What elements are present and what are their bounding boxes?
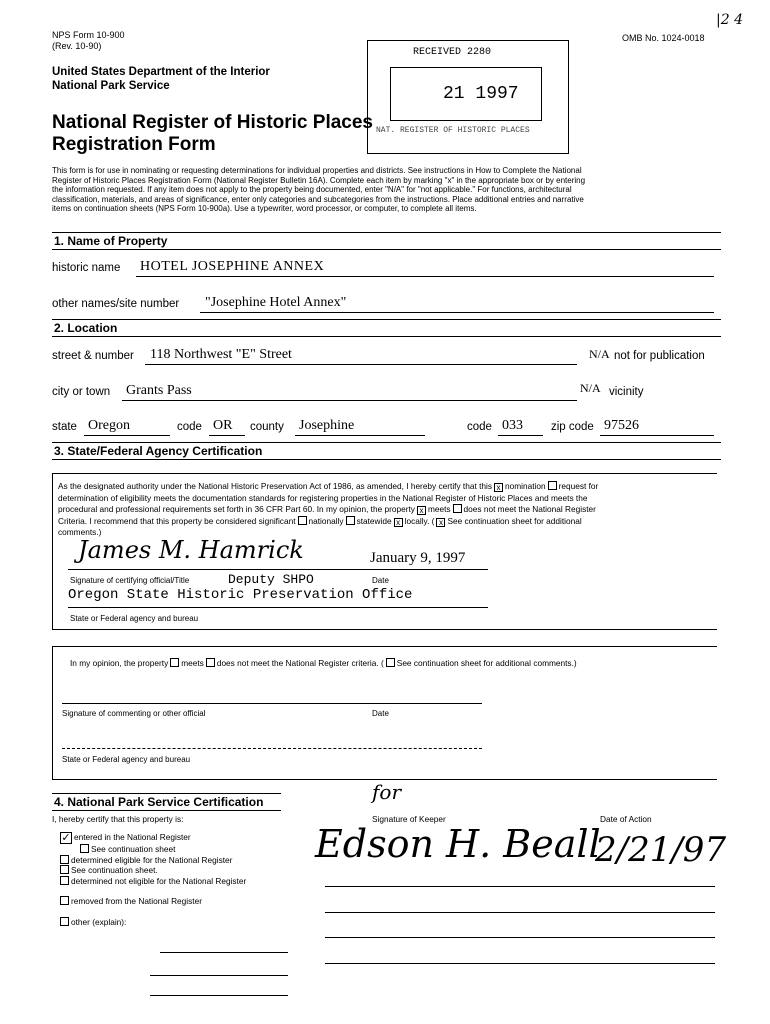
eligible-checkbox[interactable] bbox=[60, 855, 69, 864]
option-entered-continuation: See continuation sheet bbox=[58, 844, 308, 855]
certifying-date: January 9, 1997 bbox=[370, 550, 466, 566]
locally-checkbox[interactable]: x bbox=[394, 518, 403, 527]
agency-value: Oregon State Historic Preservation Office bbox=[68, 587, 413, 603]
cert-line: As the designated authority under the National Historic Preservation Act of 1986, as amended, I hereby certify that this x nomination request for bbox=[58, 481, 599, 492]
received-stamp bbox=[367, 40, 569, 154]
state-code-label: code bbox=[177, 421, 202, 433]
agency-label: State or Federal agency and bureau bbox=[70, 614, 199, 623]
state-label: state bbox=[52, 421, 77, 433]
entered-checkbox[interactable]: ✓ bbox=[61, 832, 71, 844]
keeper-line-4 bbox=[325, 963, 715, 964]
option-entered: ✓ entered in the National Register bbox=[61, 832, 191, 844]
zip-label: zip code bbox=[551, 421, 594, 433]
omb-number: OMB No. 1024-0018 bbox=[622, 33, 705, 43]
section-3-heading: 3. State/Federal Agency Certification bbox=[52, 442, 721, 460]
county-code-underline bbox=[498, 435, 543, 436]
keeper-signature-label: Signature of Keeper bbox=[372, 814, 446, 824]
other-checkbox[interactable] bbox=[60, 917, 69, 926]
section-1-heading: 1. Name of Property bbox=[52, 232, 721, 250]
county-code-value[interactable]: 033 bbox=[502, 418, 523, 433]
nps-options-list bbox=[58, 832, 308, 927]
form-number: NPS Form 10-900 bbox=[52, 30, 125, 40]
keeper-initials: for bbox=[372, 780, 402, 804]
cert-line: determination of eligibility meets the documentation standards for registering properties in the National Register of Historic Places and meets the bbox=[58, 492, 588, 503]
nationally-checkbox[interactable] bbox=[298, 516, 307, 525]
comment-date-label: Date bbox=[372, 709, 389, 718]
instructions-line: Register of Historic Places Registration Form (National Register Bulletin 16A). Complete each item by marking "x" in the appropriate box or by entering bbox=[52, 175, 586, 185]
option-other: other (explain): bbox=[58, 917, 308, 928]
instructions-line: the information requested. If any item does not apply to the property being documented, enter "N/A" for "not applicable." For functions, architectural bbox=[52, 185, 572, 194]
action-date: 2/21/97 bbox=[595, 830, 727, 870]
city-value[interactable]: Grants Pass bbox=[126, 383, 192, 398]
comment-signature-line bbox=[62, 703, 482, 704]
cert-line: procedural and professional requirements set forth in 36 CFR Part 60. In my opinion, the property x meets does not meet the National Register bbox=[58, 504, 596, 515]
stamp-date: 21 1997 bbox=[443, 84, 519, 104]
state-underline bbox=[84, 435, 170, 436]
county-label: county bbox=[250, 421, 284, 433]
date-of-action-label: Date of Action bbox=[600, 814, 652, 824]
vicinity-na[interactable]: N/A bbox=[580, 381, 601, 395]
stamp-bottom-text: NAT. REGISTER OF HISTORIC PLACES bbox=[376, 126, 530, 135]
state-value[interactable]: Oregon bbox=[88, 418, 130, 433]
service-name: National Park Service bbox=[52, 80, 170, 92]
other-explain-line bbox=[160, 952, 288, 953]
other-names-label: other names/site number bbox=[52, 298, 180, 310]
zip-value[interactable]: 97526 bbox=[604, 418, 639, 433]
cert-line: comments.) bbox=[58, 527, 102, 537]
statewide-checkbox[interactable] bbox=[346, 516, 355, 525]
certifying-signature-line bbox=[68, 569, 488, 570]
county-code-label: code bbox=[467, 421, 492, 433]
keeper-signature: Edson H. Beall bbox=[315, 822, 601, 866]
street-label: street & number bbox=[52, 350, 134, 362]
state-code-value[interactable]: OR bbox=[213, 418, 233, 433]
other-explain-line-3 bbox=[150, 995, 288, 996]
keeper-line-2 bbox=[325, 912, 715, 913]
state-certification-text bbox=[58, 481, 708, 539]
historic-name-value[interactable]: HOTEL JOSEPHINE ANNEX bbox=[140, 259, 325, 274]
form-subtitle: Registration Form bbox=[52, 134, 216, 155]
not-for-publication-na[interactable]: N/A bbox=[589, 347, 610, 361]
signature-title-label: Signature of certifying official/Title bbox=[70, 576, 190, 585]
not-eligible-checkbox[interactable] bbox=[60, 876, 69, 885]
option-eligible: determined eligible for the National Register bbox=[58, 855, 308, 866]
opinion-continuation-checkbox[interactable] bbox=[386, 658, 395, 667]
other-names-value[interactable]: "Josephine Hotel Annex" bbox=[205, 295, 347, 310]
option-not-eligible: determined not eligible for the National Register bbox=[58, 876, 308, 887]
corner-handwritten-mark: |2 4 bbox=[716, 12, 743, 28]
instructions-line: items on continuation sheets (NPS Form 10-900a). Use a typewriter, word processor, or computer, to complete all items. bbox=[52, 204, 477, 213]
certifying-signature: James M. Hamrick bbox=[78, 536, 304, 564]
zip-underline bbox=[600, 435, 714, 436]
state-code-underline bbox=[209, 435, 245, 436]
instructions-paragraph bbox=[52, 166, 717, 214]
removed-checkbox[interactable] bbox=[60, 896, 69, 905]
stamp-received-text: RECEIVED 2280 bbox=[413, 47, 492, 58]
eligible-continuation-checkbox[interactable] bbox=[60, 865, 69, 874]
street-underline bbox=[145, 364, 577, 365]
certifying-date-label: Date bbox=[372, 576, 389, 585]
city-underline bbox=[122, 400, 577, 401]
instructions-line: classification, materials, and areas of significance, enter only categories and subcategories from the instructions. Place additional entries and narrative bbox=[52, 194, 584, 204]
county-underline bbox=[295, 435, 425, 436]
does-not-meet-checkbox[interactable] bbox=[453, 504, 462, 513]
certify-statement: I, hereby certify that this property is: bbox=[52, 814, 184, 824]
comment-signature-label: Signature of commenting or other official bbox=[62, 709, 206, 718]
city-label: city or town bbox=[52, 386, 111, 398]
option-removed: removed from the National Register bbox=[58, 896, 308, 907]
opinion-line: In my opinion, the property meets does not meet the National Register criteria. ( See continuation sheet for additional comments.) bbox=[70, 658, 577, 668]
opinion-does-not-meet-checkbox[interactable] bbox=[206, 658, 215, 667]
stamp-inner-box bbox=[390, 67, 542, 121]
keeper-line-1 bbox=[325, 886, 715, 887]
historic-name-label: historic name bbox=[52, 262, 121, 274]
opinion-meets-checkbox[interactable] bbox=[170, 658, 179, 667]
section-4-heading: 4. National Park Service Certification bbox=[52, 793, 281, 811]
agency-line bbox=[68, 607, 488, 608]
other-explain-line-2 bbox=[150, 975, 288, 976]
comment-agency-line bbox=[62, 748, 482, 749]
county-value[interactable]: Josephine bbox=[299, 418, 355, 433]
instructions-line: This form is for use in nominating or requesting determinations for individual properties and districts. See instructions in How to Complete the National bbox=[52, 166, 582, 175]
section-2-heading: 2. Location bbox=[52, 319, 721, 337]
street-value[interactable]: 118 Northwest "E" Street bbox=[150, 347, 292, 362]
nomination-checkbox[interactable]: x bbox=[494, 483, 503, 492]
continuation-checkbox[interactable]: x bbox=[436, 518, 445, 527]
form-revision: (Rev. 10-90) bbox=[52, 41, 102, 51]
historic-name-underline bbox=[136, 276, 714, 277]
option-eligible-continuation: See continuation sheet. bbox=[58, 865, 308, 876]
not-for-publication-label: not for publication bbox=[614, 350, 705, 362]
form-title: National Register of Historic Places bbox=[52, 112, 373, 133]
cert-line: Criteria. I recommend that this property be considered significant nationally statewide x locally. ( x See continuation sheet for additional bbox=[58, 515, 582, 527]
department-name: United States Department of the Interior bbox=[52, 66, 270, 78]
other-names-underline bbox=[200, 312, 714, 313]
meets-checkbox[interactable]: x bbox=[417, 506, 426, 515]
request-checkbox[interactable] bbox=[548, 481, 557, 490]
signature-title-value: Deputy SHPO bbox=[228, 572, 314, 587]
comment-agency-label: State or Federal agency and bureau bbox=[62, 755, 191, 764]
keeper-line-3 bbox=[325, 937, 715, 938]
vicinity-label: vicinity bbox=[609, 386, 644, 398]
entered-continuation-checkbox[interactable] bbox=[80, 844, 89, 853]
